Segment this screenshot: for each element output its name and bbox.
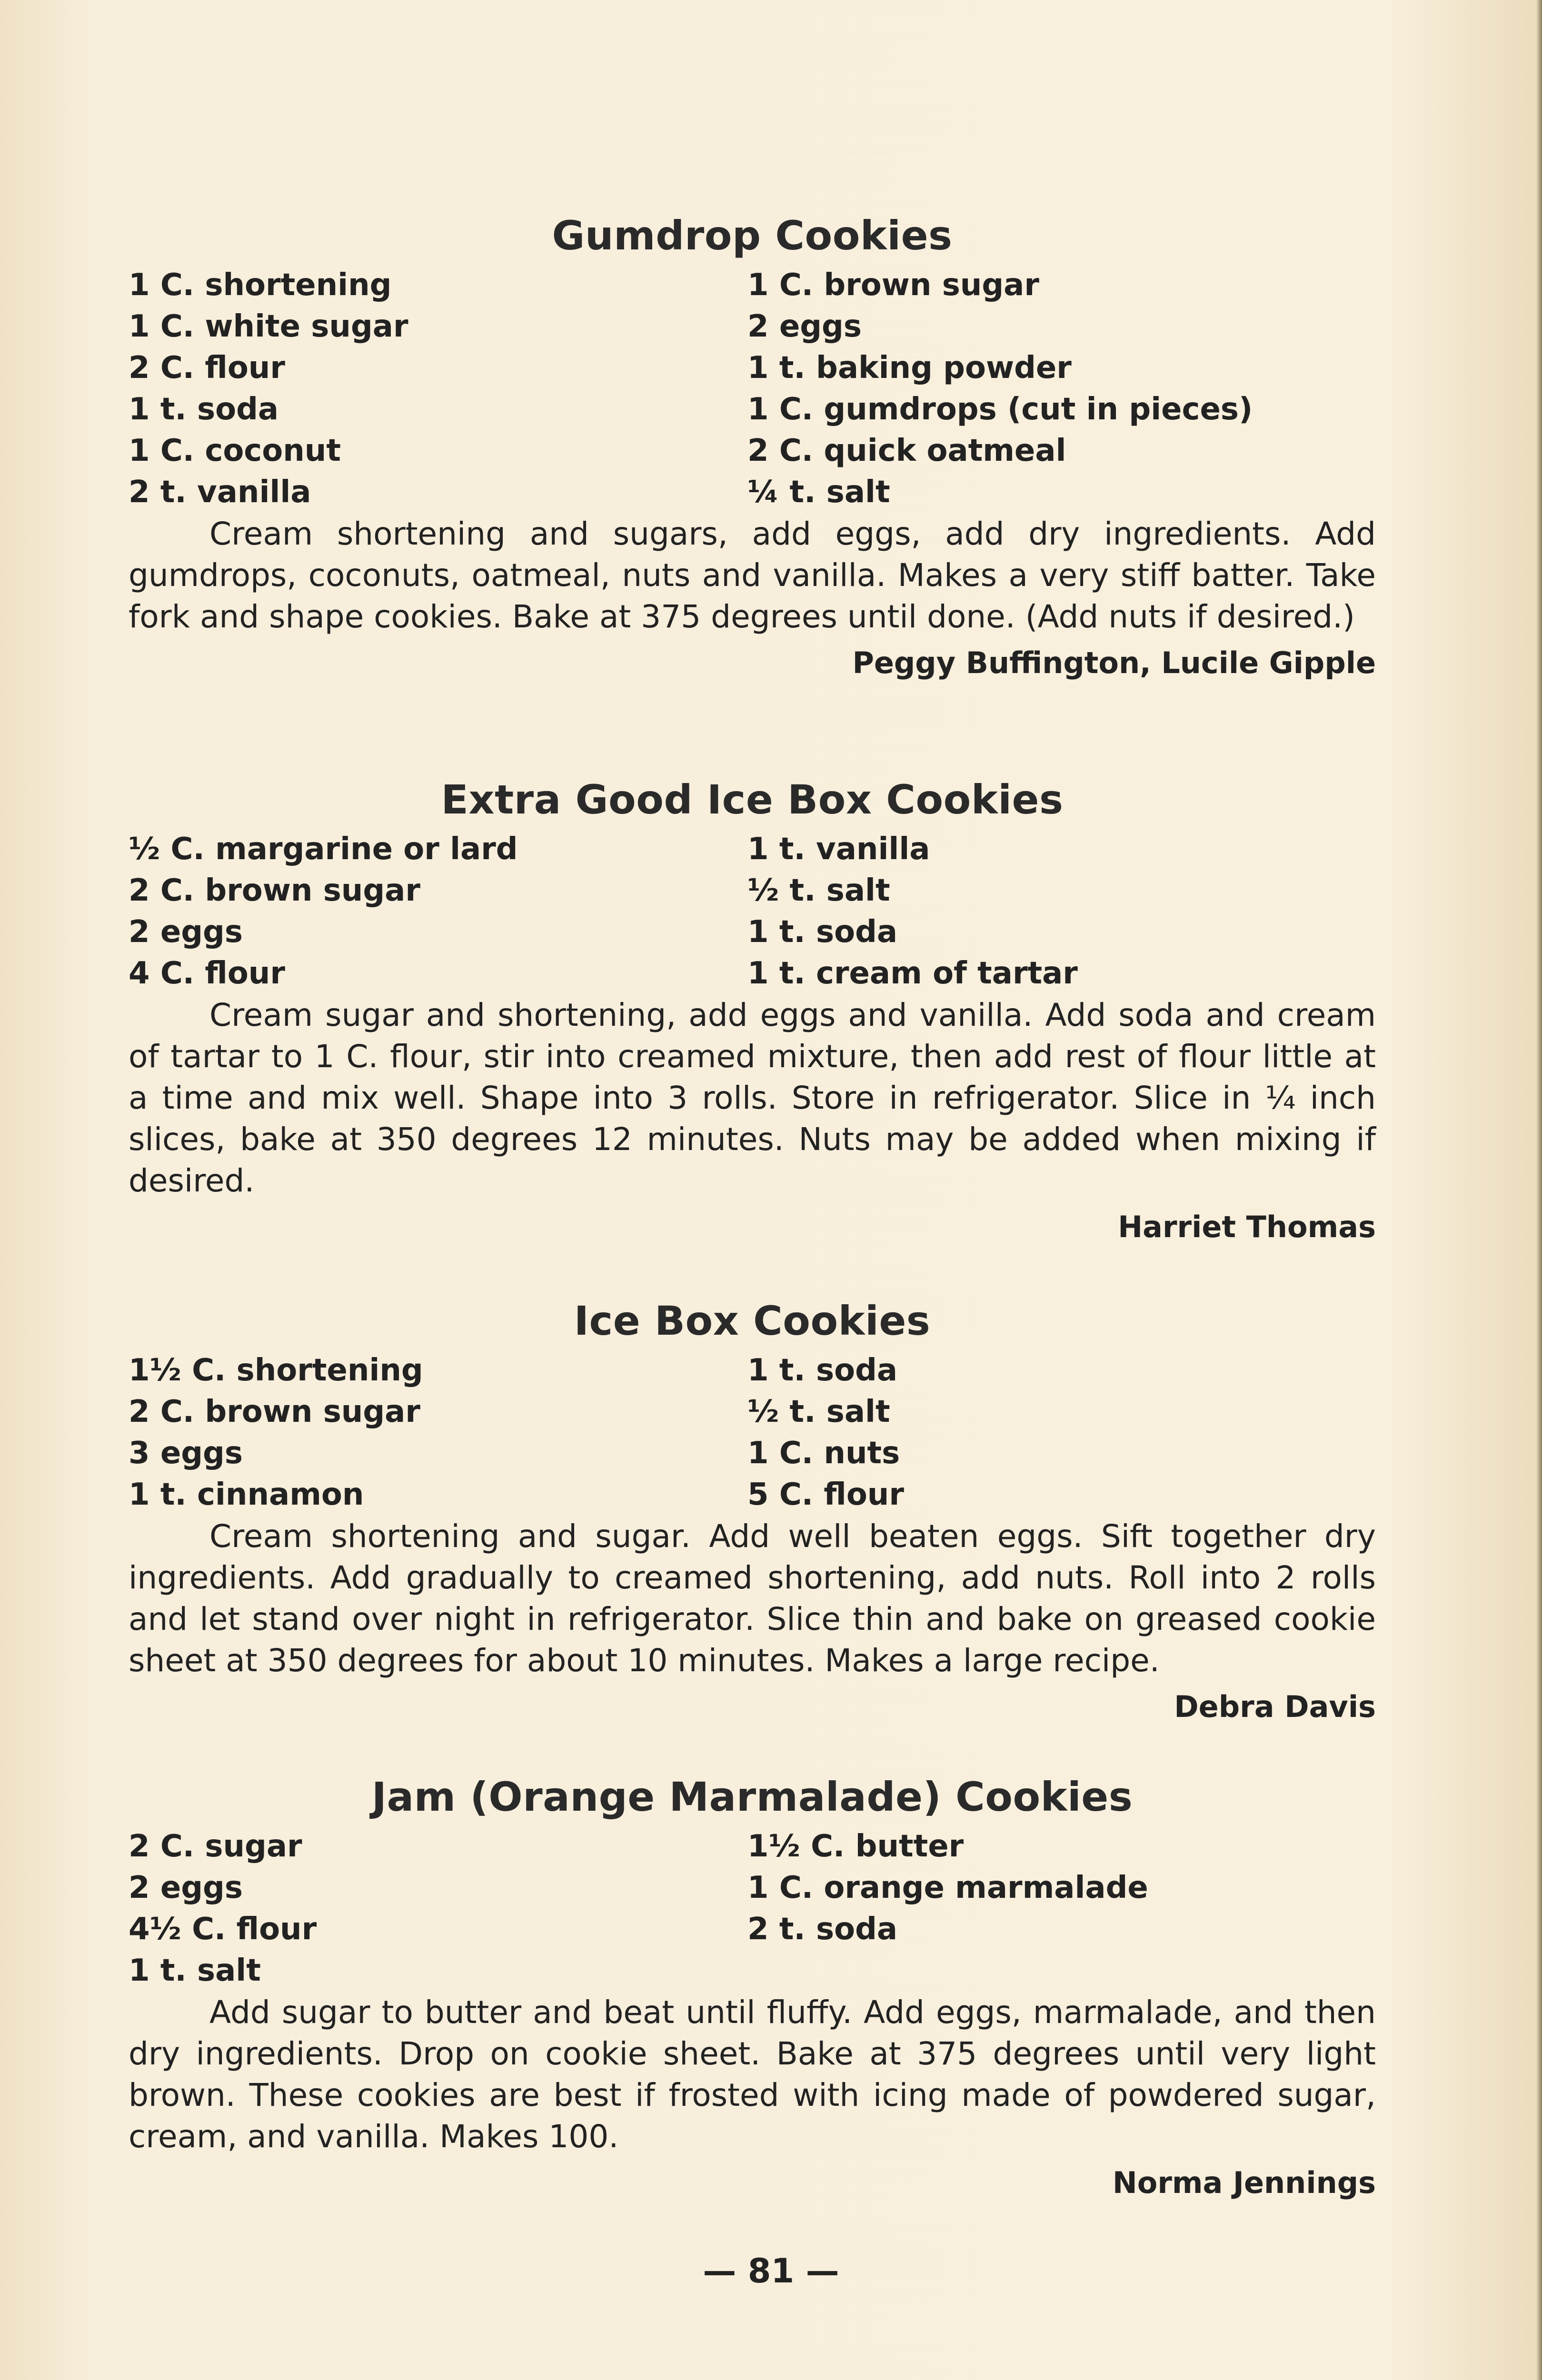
ingredient: 1 C. gumdrops (cut in pieces) (747, 392, 1253, 427)
ingredient: 1 C. nuts (747, 1436, 900, 1471)
ingredient: 2 C. quick oatmeal (747, 433, 1066, 468)
recipe-ice-box-cookies (129, 1295, 1376, 1729)
ingredient: 4½ C. flour (129, 1912, 317, 1947)
recipe-extra-good-ice-box-cookies (129, 774, 1376, 1250)
recipe-title: Jam (Orange Marmalade) Cookies (371, 1774, 1133, 1820)
ingredient: 1 t. soda (129, 392, 279, 427)
ingredient: 1 C. brown sugar (747, 268, 1039, 303)
ingredient: 1 t. baking powder (747, 350, 1072, 386)
ingredient-list (129, 829, 1376, 994)
ingredient: 1½ C. butter (747, 1829, 964, 1864)
ingredient: 1 t. cream of tartar (747, 956, 1078, 991)
ingredient: 2 t. vanilla (129, 475, 311, 510)
recipe-directions: Cream sugar and shortening, add eggs and vanilla. Add soda and cream of tartar to 1 C. flour, stir into creamed mixture, then add rest of flour little at a time and mix well. Shape into 3 rolls. Store in refrigerator. Slice in ¼ inch slices, bake at 350 degrees 12 minutes. Nuts may be added when mixing if desired. (129, 997, 1376, 1199)
ingredient: 1½ C. shortening (129, 1353, 423, 1388)
ingredient: 1 C. coconut (129, 433, 341, 468)
recipe-jam-orange-marmalade-cookies (129, 1771, 1376, 2205)
page-edge-shadow (1536, 0, 1542, 2380)
ingredient: 2 C. flour (129, 350, 285, 386)
ingredient: 1 C. orange marmalade (747, 1870, 1148, 1905)
ingredient: 1 t. vanilla (747, 832, 930, 867)
ingredient: 2 t. soda (747, 1912, 898, 1947)
ingredient-list (129, 1350, 1376, 1516)
ingredient: 1 C. white sugar (129, 309, 408, 344)
recipe-author: Peggy Buffington, Lucile Gipple (852, 645, 1376, 680)
ingredient: 2 eggs (129, 914, 243, 950)
ingredient: 1 C. shortening (129, 268, 392, 303)
ingredient: 4 C. flour (129, 956, 285, 991)
ingredient: 1 t. soda (747, 914, 898, 950)
recipe-title: Ice Box Cookies (574, 1298, 931, 1344)
recipe-title: Gumdrop Cookies (552, 212, 953, 259)
ingredient: 2 C. sugar (129, 1829, 302, 1864)
ingredient: 2 C. brown sugar (129, 873, 420, 908)
recipe-author: Harriet Thomas (1118, 1210, 1376, 1244)
ingredient: ½ t. salt (747, 1394, 890, 1429)
recipe-gumdrop-cookies (129, 209, 1376, 685)
ingredient: ½ t. salt (747, 873, 890, 908)
ingredient: 2 C. brown sugar (129, 1394, 420, 1429)
ingredient: 1 t. soda (747, 1353, 898, 1388)
recipe-directions: Cream shortening and sugars, add eggs, add dry ingredients. Add gumdrops, coconuts, oatmeal, nuts and vanilla. Makes a very stiff batter. Take fork and shape cookies. Bake at 375 degrees until done. (Add nuts if desired.) (129, 516, 1376, 635)
ingredient: 5 C. flour (747, 1477, 904, 1512)
ingredient: ½ C. margarine or lard (129, 832, 518, 867)
ingredient: 1 t. salt (129, 1953, 261, 1988)
ingredient: 1 t. cinnamon (129, 1477, 364, 1512)
recipe-directions: Cream shortening and sugar. Add well beaten eggs. Sift together dry ingredients. Add gradually to creamed shortening, add nuts. Roll into 2 rolls and let stand over night in refrigerator. Slice thin and bake on greased cookie sheet at 350 degrees for about 10 minutes. Makes a large recipe. (129, 1518, 1376, 1679)
ingredient-list (129, 265, 1376, 513)
recipe-author: Norma Jennings (1112, 2165, 1376, 2200)
page-number: — 81 — (703, 2251, 839, 2291)
ingredient: 2 eggs (747, 309, 862, 344)
ingredient-spacer (747, 1950, 1376, 1992)
ingredient: ¼ t. salt (747, 475, 890, 510)
recipe-title: Extra Good Ice Box Cookies (441, 776, 1064, 823)
recipe-author: Debra Davis (1174, 1689, 1376, 1724)
ingredient: 3 eggs (129, 1436, 243, 1471)
recipe-directions: Add sugar to butter and beat until fluffy. Add eggs, marmalade, and then dry ingredients. Drop on cookie sheet. Bake at 375 degrees until very light brown. These cookies are best if frosted with icing made of powdered sugar, cream, and vanilla. Makes 100. (129, 1994, 1376, 2155)
ingredient: 2 eggs (129, 1870, 243, 1905)
ingredient-list (129, 1826, 1376, 1992)
